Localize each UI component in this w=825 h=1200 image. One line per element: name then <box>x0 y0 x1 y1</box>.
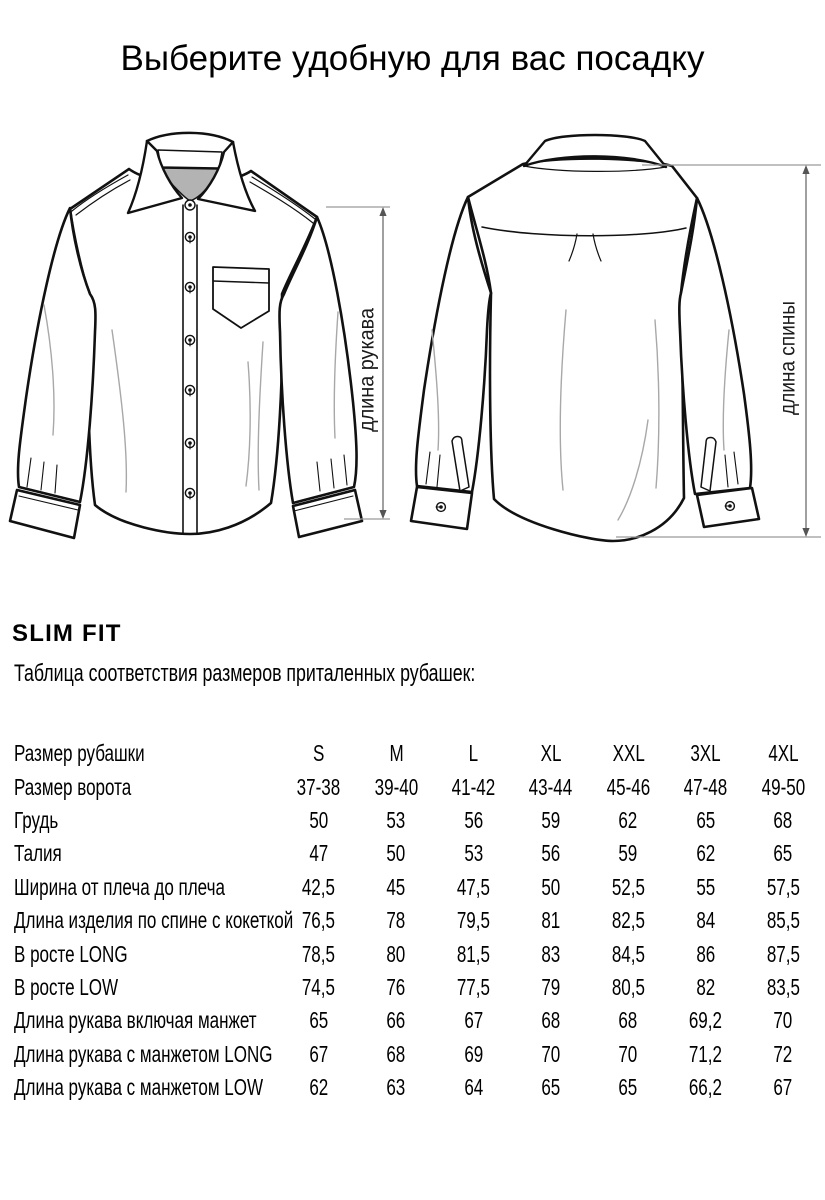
size-table <box>0 737 825 1104</box>
page-title-text: Выберите удобную для вас посадку <box>120 39 705 78</box>
row-label <box>0 974 280 1001</box>
row-label <box>0 740 280 767</box>
cell-value: 47 <box>309 840 329 867</box>
cell-value: 78 <box>386 907 406 934</box>
cell-value: 65 <box>541 1074 561 1101</box>
cell-value: 53 <box>386 806 406 833</box>
cell-value: 42,5 <box>302 873 336 900</box>
cell-value: 79 <box>541 973 561 1000</box>
cell-value: 81,5 <box>456 940 491 967</box>
row-label <box>0 807 280 834</box>
cell-value: 62 <box>309 1074 329 1101</box>
cell-value: S <box>313 740 325 767</box>
shirt-diagrams <box>0 125 825 560</box>
cell-value: 69,2 <box>689 1007 723 1034</box>
cell-value: 47-48 <box>683 773 728 800</box>
back-length-label: длина спины <box>776 289 800 415</box>
cell-value: 70 <box>618 1040 638 1067</box>
row-label <box>0 840 280 867</box>
cell-value: 59 <box>541 806 561 833</box>
cell-value: 69 <box>463 1040 483 1067</box>
cell-value: 52,5 <box>611 873 645 900</box>
cell-value: 50 <box>386 840 406 867</box>
table-row <box>0 971 825 1004</box>
row-label <box>0 1007 280 1034</box>
row-label-text: В росте LONG <box>14 940 128 967</box>
cell-value: 65 <box>696 806 716 833</box>
cell-value: 77,5 <box>456 973 491 1000</box>
cell-value: 70 <box>541 1040 561 1067</box>
cell-value: 65 <box>773 840 793 867</box>
cell-value: 62 <box>618 806 638 833</box>
cell-value: L <box>468 740 479 767</box>
row-label-text: Длина изделия по спине с кокеткой <box>14 907 294 934</box>
cell-value: 56 <box>463 806 483 833</box>
cell-value: 65 <box>309 1007 329 1034</box>
cell-value: M <box>388 740 404 767</box>
table-row <box>0 1038 825 1071</box>
cell-value: 45 <box>386 873 406 900</box>
cell-value: 63 <box>386 1074 406 1101</box>
row-label-text: Длина рукава с манжетом LONG <box>14 1040 273 1067</box>
row-label-text: В росте LOW <box>14 973 119 1000</box>
sleeve-length-label: длина рукава <box>355 300 379 432</box>
back-body <box>468 159 697 541</box>
cell-value: 57,5 <box>766 873 800 900</box>
page-title <box>0 38 825 80</box>
cell-value: 47,5 <box>456 873 491 900</box>
row-label-text: Ширина от плеча до плеча <box>14 873 225 900</box>
table-row <box>0 1071 825 1104</box>
cell-value: 64 <box>463 1074 483 1101</box>
table-row <box>0 871 825 904</box>
cell-value: 67 <box>309 1040 329 1067</box>
row-label-text: Длина рукава включая манжет <box>14 1007 257 1034</box>
cell-value: 65 <box>618 1074 638 1101</box>
row-label-text: Размер ворота <box>14 773 132 800</box>
cell-value: 84 <box>696 907 716 934</box>
cell-value: 4XL <box>767 740 799 767</box>
cell-value: 80,5 <box>611 973 645 1000</box>
cell-value: 67 <box>773 1074 793 1101</box>
cell-value: 3XL <box>690 740 721 767</box>
cell-value: 71,2 <box>689 1040 723 1067</box>
row-label <box>0 774 280 801</box>
cell-value: 82,5 <box>611 907 645 934</box>
cell-value: 87,5 <box>766 940 800 967</box>
cell-value: 82 <box>696 973 716 1000</box>
cell-value: 85,5 <box>766 907 800 934</box>
cell-value: 66 <box>386 1007 406 1034</box>
cell-value: 41-42 <box>451 773 496 800</box>
cell-value: 55 <box>696 873 716 900</box>
cell-value: 72 <box>773 1040 793 1067</box>
cell-value: 83,5 <box>766 973 800 1000</box>
cell-value: 53 <box>463 840 483 867</box>
row-label <box>0 874 280 901</box>
cell-value: 83 <box>541 940 561 967</box>
cell-value: 68 <box>618 1007 638 1034</box>
cell-value: XL <box>540 740 562 767</box>
cell-value: 49-50 <box>761 773 805 800</box>
cell-value: 67 <box>463 1007 483 1034</box>
shirt-back-illustration <box>411 135 759 541</box>
cell-value: 62 <box>696 840 716 867</box>
cell-value: 81 <box>541 907 561 934</box>
fit-subtitle-text: Таблица соответствия размеров приталенных рубашек: <box>14 660 476 687</box>
cell-value: 37-38 <box>296 773 341 800</box>
table-row <box>0 804 825 837</box>
cell-value: XXL <box>612 740 645 767</box>
cell-value: 39-40 <box>374 773 418 800</box>
row-label-text: Длина рукава с манжетом LOW <box>14 1074 264 1101</box>
row-label <box>0 907 294 934</box>
cell-value: 45-46 <box>606 773 651 800</box>
row-label <box>0 941 280 968</box>
shirt-diagram-canvas <box>0 125 825 560</box>
row-label-text: Размер рубашки <box>14 740 145 767</box>
row-label <box>0 1041 280 1068</box>
cell-value: 50 <box>309 806 329 833</box>
fit-heading: SLIM FIT <box>12 620 122 647</box>
table-row <box>0 837 825 870</box>
row-label <box>0 1074 280 1101</box>
row-label-text: Талия <box>14 840 62 867</box>
cell-value: 68 <box>541 1007 561 1034</box>
row-label-text: Грудь <box>14 806 59 833</box>
cell-value: 78,5 <box>302 940 336 967</box>
table-row <box>0 937 825 970</box>
cell-value: 50 <box>541 873 561 900</box>
table-row <box>0 737 825 770</box>
cell-value: 68 <box>386 1040 406 1067</box>
cell-value: 76,5 <box>302 907 336 934</box>
cell-value: 84,5 <box>611 940 645 967</box>
cell-value: 80 <box>386 940 406 967</box>
cell-value: 68 <box>773 806 793 833</box>
fit-subtitle <box>14 660 637 688</box>
cell-value: 76 <box>386 973 406 1000</box>
cell-value: 59 <box>618 840 638 867</box>
table-row <box>0 770 825 803</box>
table-row <box>0 1004 825 1037</box>
cell-value: 86 <box>696 940 716 967</box>
cell-value: 79,5 <box>456 907 491 934</box>
cell-value: 74,5 <box>302 973 336 1000</box>
cell-value: 70 <box>773 1007 793 1034</box>
cell-value: 43-44 <box>529 773 573 800</box>
shirt-front-illustration <box>10 133 362 538</box>
table-row <box>0 904 825 937</box>
cell-value: 56 <box>541 840 561 867</box>
cell-value: 66,2 <box>689 1074 723 1101</box>
